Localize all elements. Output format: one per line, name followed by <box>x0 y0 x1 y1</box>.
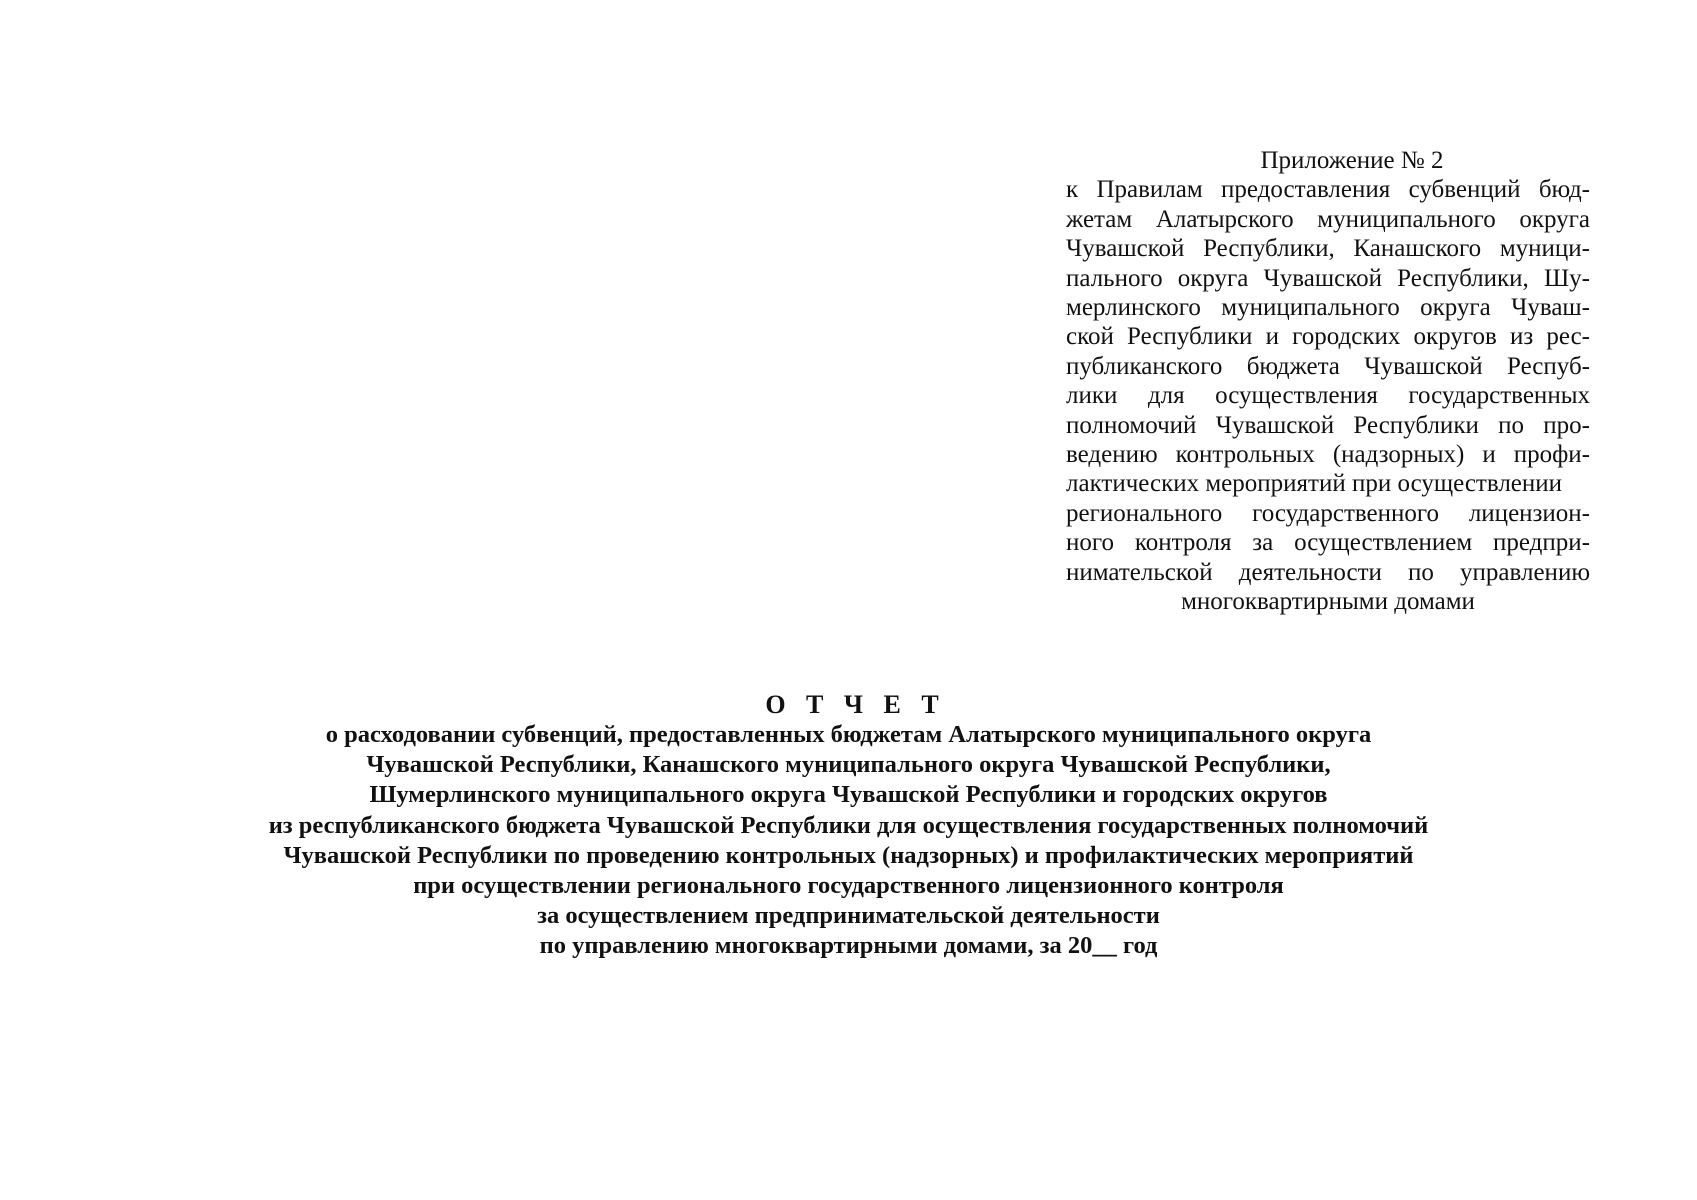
report-subtitle-line: по управлению многоквартирными домами, за 20__ год <box>539 932 1158 960</box>
appendix-line: мерлинского муниципального округа Чуваш- <box>1066 294 1590 322</box>
report-heading <box>0 690 1697 962</box>
appendix-line: лактических мероприятий при осуществлении <box>1066 470 1563 498</box>
appendix-block <box>1066 146 1590 617</box>
appendix-title: Приложение № 2 <box>1260 147 1444 174</box>
appendix-line: регионального государственного лицензион- <box>1066 499 1590 527</box>
appendix-line: Чувашской Республики, Канашского муници- <box>1066 235 1590 263</box>
report-title: О Т Ч Е Т <box>765 690 946 719</box>
report-subtitle-line: из республиканского бюджета Чувашской Республики для осуществления государственных полномочий <box>268 811 1429 839</box>
appendix-line: лики для осуществления государственных <box>1066 382 1590 410</box>
appendix-line: публиканского бюджета Чувашской Респуб- <box>1066 352 1590 380</box>
report-subtitle-line: Чувашской Республики, Канашского муниципального округа Чувашской Республики, <box>366 751 1331 779</box>
appendix-line: к Правилам предоставления субвенций бюд- <box>1066 176 1590 204</box>
appendix-line: пального округа Чувашской Республики, Шу- <box>1066 264 1590 292</box>
report-subtitle-line: за осуществлением предпринимательской деятельности <box>537 902 1160 930</box>
report-subtitle-line: при осуществлении регионального государственного лицензионного контроля <box>413 872 1284 900</box>
report-subtitle-line: о расходовании субвенций, предоставленных бюджетам Алатырского муниципального округа <box>325 721 1372 748</box>
appendix-line: многоквартирными домами <box>1181 588 1475 616</box>
appendix-line: жетам Алатырского муниципального округа <box>1066 205 1590 233</box>
report-subtitle-line: Шумерлинского муниципального округа Чувашской Республики и городских округов <box>369 781 1328 809</box>
report-subtitle-line: Чувашской Республики по проведению контрольных (надзорных) и профилактических мероприятий <box>283 841 1414 869</box>
appendix-line: нимательской деятельности по управлению <box>1066 558 1590 586</box>
appendix-line: ного контроля за осуществлением предпри- <box>1066 529 1590 557</box>
appendix-line: ской Республики и городских округов из рес- <box>1066 323 1590 351</box>
appendix-line: полномочий Чувашской Республики по про- <box>1066 411 1590 439</box>
appendix-line: ведению контрольных (надзорных) и профи- <box>1066 441 1590 469</box>
